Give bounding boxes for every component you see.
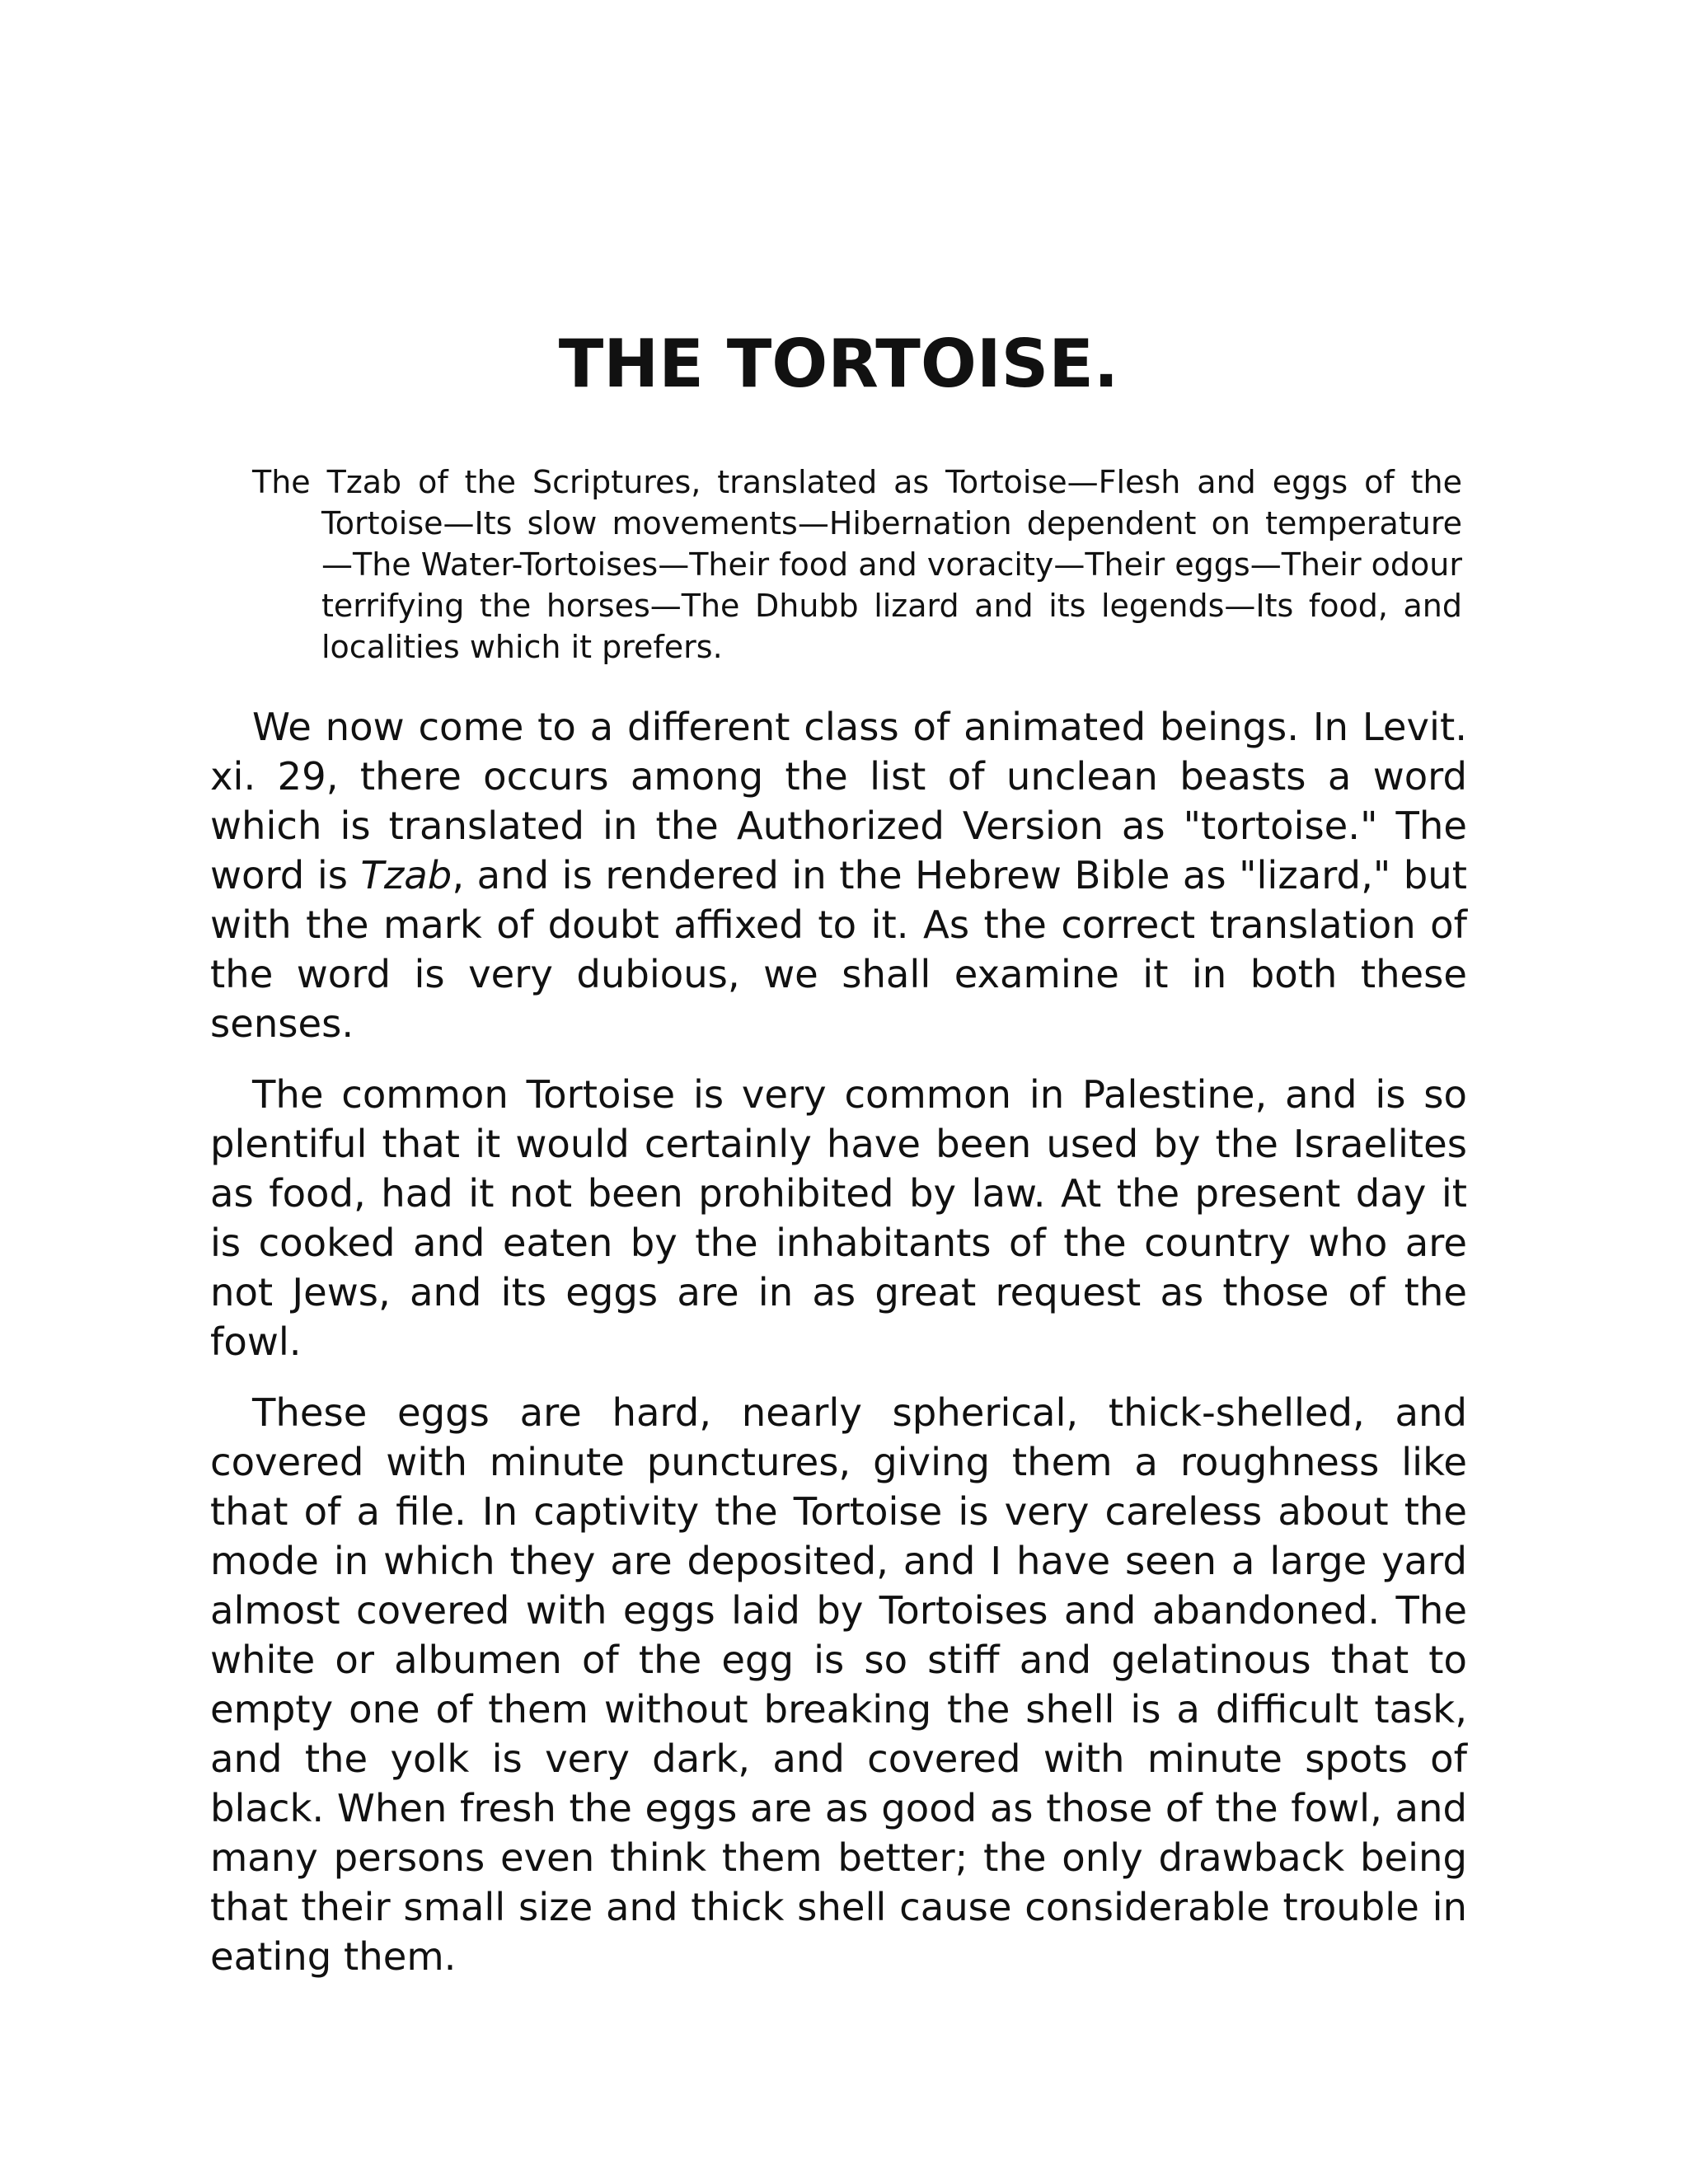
paragraph-1-text-start: We now come to a different class of animated beings. In Levit. xi. 29, there occurs among the list of unclean beasts a word which is translated in the Authorized Version as "tortoise." The word is [210, 705, 1467, 898]
paragraph-1-italic-term: Tzab [360, 853, 452, 898]
paragraph-3: These eggs are hard, nearly spherical, thick-shelled, and covered with minute punctures, giving them a roughness like that of a file. In captivity the Tortoise is very careless about the mode in which they are deposited, and I have seen a large yard almost covered with eggs laid by Tortoises and abandoned. The white or albumen of the egg is so stiff and gelatinous that to empty one of them without breaking the shell is a difficult task, and the yolk is very dark, and covered with minute spots of black. When fresh the eggs are as good as those of the fowl, and many persons even think them better; the only drawback being that their small size and thick shell cause considerable trouble in eating them. [210, 1390, 1467, 1979]
chapter-synopsis: The Tzab of the Scriptures, translated as Tortoise—Flesh and eggs of the Tortoise—Its slow movements—Hibernation dependent on temperature—The Water-Tortoises—Their food and voracity—Their eggs—Their odour terrifying the horses—The Dhubb lizard and its legends—Its food, and localities which it prefers. [252, 464, 1462, 665]
paragraph-1 [210, 702, 1467, 1048]
paragraph-2: The common Tortoise is very common in Palestine, and is so plentiful that it would certainly have been used by the Israelites as food, had it not been prohibited by law. At the present day it is cooked and eaten by the inhabitants of the country who are not Jews, and its eggs are in as great request as those of the fowl. [210, 1072, 1467, 1364]
paragraph-1-text-end: , and is rendered in the Hebrew Bible as "lizard," but with the mark of doubt affixed to it. As the correct translation of the word is very dubious, we shall examine it in both these senses. [210, 853, 1467, 1046]
body-text [210, 702, 1467, 2003]
chapter-title: THE TORTOISE. [558, 326, 1119, 402]
